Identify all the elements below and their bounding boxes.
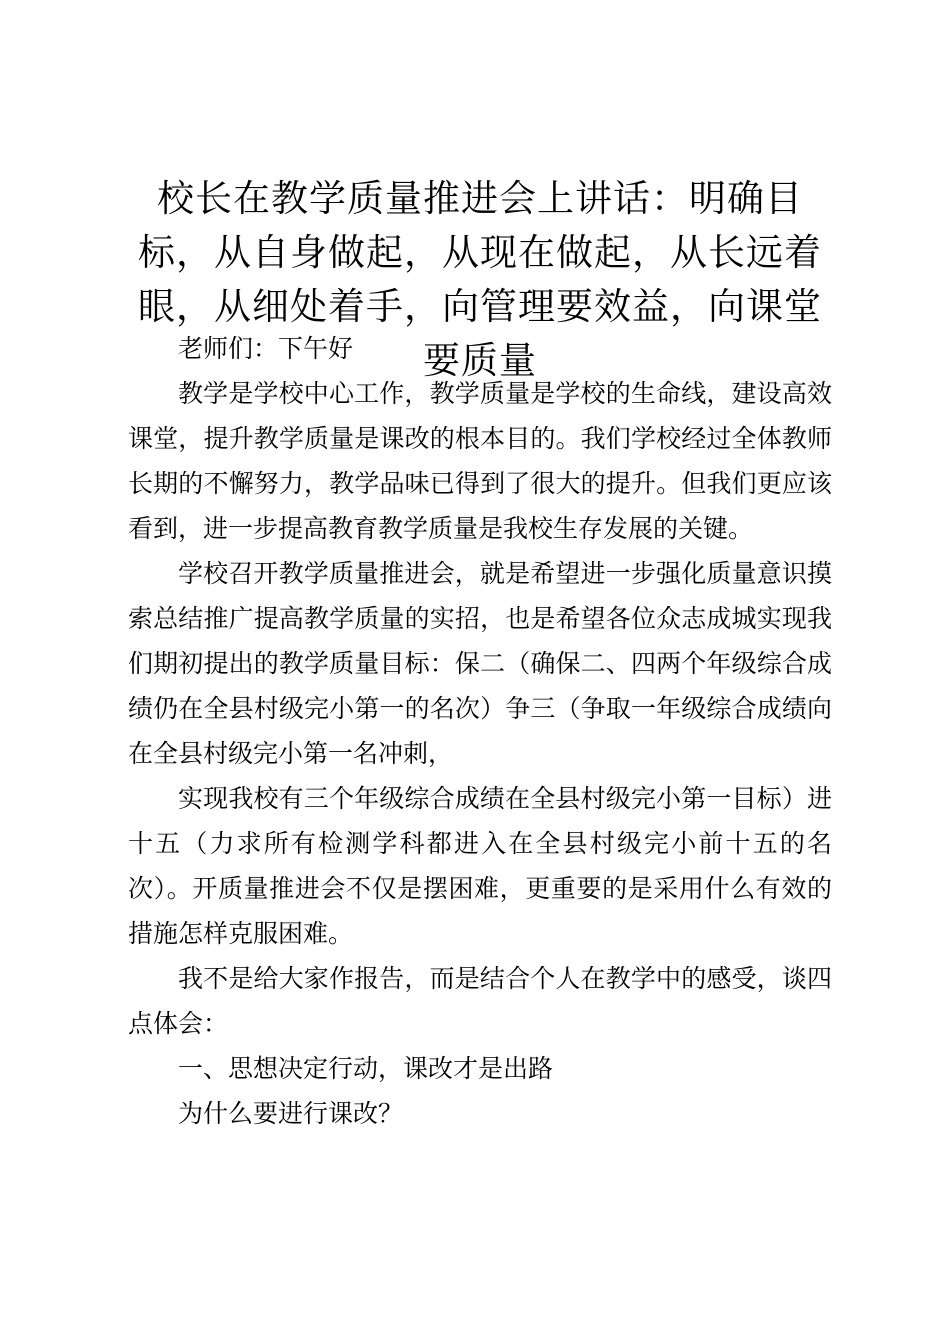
section-heading: 一、思想决定行动，课改才是出路 xyxy=(178,1054,554,1083)
body-paragraph: 实现我校有三个年级综合成绩在全县村级完小第一目标）进十五（力求所有检测学科都进入在全县村级完小前十五的名次）。开质量推进会不仅是摆困难，更重要的是采用什么有效的措施怎样克服困难。 xyxy=(128,784,832,948)
body-paragraph: 教学是学校中心工作，教学质量是学校的生命线，建设高效课堂，提升教学质量是课改的根本目的。我们学校经过全体教师长期的不懈努力，教学品味已得到了很大的提升。但我们更应该看到，进一步提高教育教学质量是我校生存发展的关键。 xyxy=(128,379,832,543)
body-paragraph: 我不是给大家作报告，而是结合个人在教学中的感受，谈四点体会： xyxy=(128,964,832,1038)
body-paragraph: 学校召开教学质量推进会，就是希望进一步强化质量意识摸索总结推广提高教学质量的实招，也是希望各位众志成城实现我们期初提出的教学质量目标：保二（确保二、四两个年级综合成绩仍在全县村级完小第一的名次）争三（争取一年级综合成绩向在全县村级完小第一名冲刺， xyxy=(128,559,832,768)
body-paragraph: 为什么要进行课改？ xyxy=(178,1099,404,1128)
document-title: 校长在教学质量推进会上讲话：明确目标，从自身做起，从现在做起，从长远着眼，从细处着手，向管理要效益，向课堂要质量 xyxy=(138,177,822,382)
document-body xyxy=(128,326,832,1136)
greeting-paragraph: 老师们：下午好 xyxy=(178,334,354,363)
